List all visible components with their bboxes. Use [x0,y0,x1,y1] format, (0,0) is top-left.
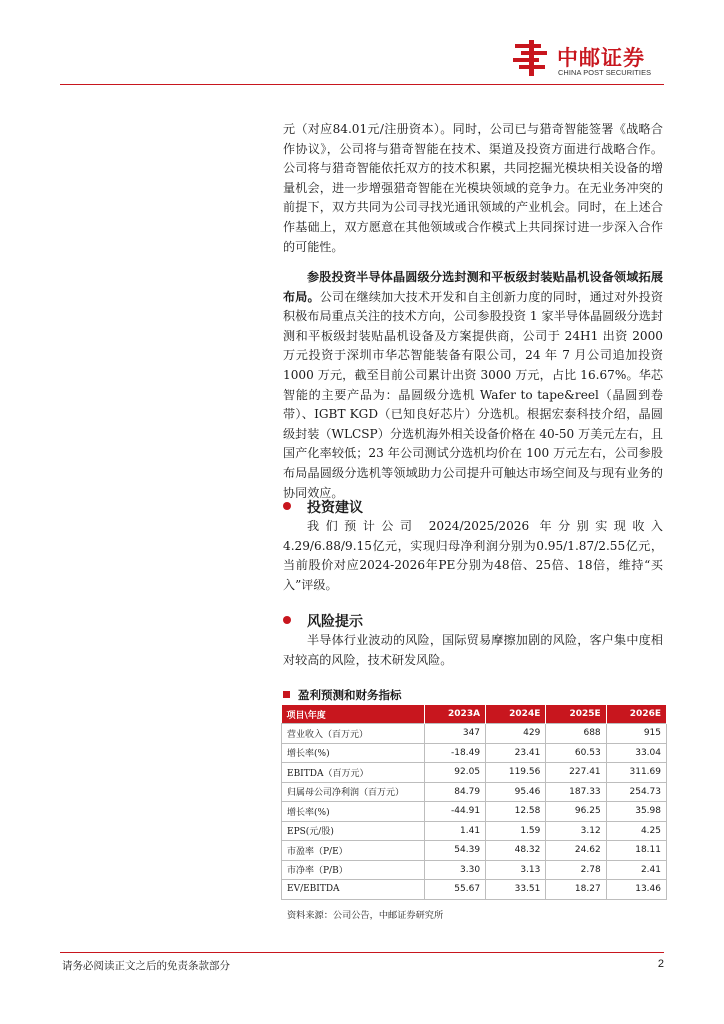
brand-name-cn: 中邮证券 [557,46,645,70]
table-row [282,860,667,880]
table-cell: 92.05 [425,763,486,783]
table-row [282,880,667,900]
table-cell: -44.91 [425,802,486,822]
table-cell: 23.41 [486,743,546,763]
table-cell: EPS(元/股) [282,821,425,841]
table-row [282,763,667,783]
section-heading-risk-text: 风险提示 [307,614,363,630]
footer-disclaimer: 请务必阅读正文之后的免责条款部分 [62,960,230,972]
table-header-cell: 2023A [425,705,486,724]
table-cell: 227.41 [546,763,606,783]
table-title [283,687,402,703]
table-cell: 1.59 [486,821,546,841]
bullet-dot-icon [283,616,291,624]
table-cell: 96.25 [546,802,606,822]
table-cell: 311.69 [606,763,666,783]
table-cell: EBITDA（百万元） [282,763,425,783]
table-cell: 60.53 [546,743,606,763]
table-cell: EV/EBITDA [282,880,425,900]
table-row [282,724,667,744]
paragraph-investment-lead: 参股投资半导体晶圆级分选封测和平板级封装贴晶机设备领域拓展布局。 [283,270,663,304]
table-header-row [282,705,667,724]
table-cell: 13.46 [606,880,666,900]
square-bullet-icon [283,691,290,698]
table-cell: 1.41 [425,821,486,841]
table-cell: 429 [486,724,546,744]
paragraph-partnership: 元（对应84.01元/注册资本）。同时，公司已与猎奇智能签署《战略合作协议》，公司将与猎奇智能在技术、渠道及投资方面进行战略合作。公司将与猎奇智能依托双方的技术积累，共同挖掘光模块相关设备的增量机会，进一步增强猎奇智能在光模块领域的竞争力。在无业务冲突的前提下，双方共同为公司寻找光通讯领域的产业机会。同时，在上述合作基础上，双方愿意在其他领域或合作模式上共同探讨进一步深入合作的可能性。 [283,122,663,254]
table-cell: 33.04 [606,743,666,763]
company-logo [513,38,673,78]
table-cell: 35.98 [606,802,666,822]
section-heading-investment [283,497,363,517]
table-cell: 24.62 [546,841,606,861]
table-cell: 915 [606,724,666,744]
table-row [282,743,667,763]
table-cell: 12.58 [486,802,546,822]
paragraph-investment-body: 公司在继续加大技术开发和自主创新力度的同时，通过对外投资积极布局重点关注的技术方向，公司参股投资 1 家半导体晶圆级分选封测和平板级封装贴晶机设备及方案提供商，公司于 24H1 出资 2000 万元投资于深圳市华芯智能装备有限公司，24 年 7 月公司追加投资 1000 万元，截至目前公司累计出资 3000 万元，占比 16.67%。华芯智能的主要产品为：晶圆级分选机 Wafer to tape&reel（晶圆到卷带）、IGBT KGD（已知良好芯片）分选机。根据宏泰科技介绍，晶圆级封装（WLCSP）分选机海外相关设备价格在 40-50 万美元左右，且国产化率较低；23 年公司测试分选机均价在 100 万元左右，公司参股布局晶圆级分选机等领域助力公司提升可触达市场空间及与现有业务的协同效应。 [283,289,663,500]
table-cell: 2.41 [606,860,666,880]
table-cell: 95.46 [486,782,546,802]
table-cell: 48.32 [486,841,546,861]
footer-divider [60,952,664,953]
section-heading-investment-text: 投资建议 [307,500,363,516]
table-cell: 增长率(%) [282,743,425,763]
table-cell: 3.30 [425,860,486,880]
table-cell: 55.67 [425,880,486,900]
table-cell: 2.78 [546,860,606,880]
table-header-cell: 2025E [546,705,606,724]
table-header-cell: 项目\年度 [282,705,425,724]
paragraph-investment [283,268,663,503]
table-cell: 3.13 [486,860,546,880]
china-post-logo-icon [513,40,553,76]
table-cell: 3.12 [546,821,606,841]
table-cell: 119.56 [486,763,546,783]
paragraph-risk: 半导体行业波动的风险，国际贸易摩擦加剧的风险，客户集中度相对较高的风险，技术研发风险。 [283,633,663,667]
table-cell: 54.39 [425,841,486,861]
table-source-note: 资料来源：公司公告，中邮证券研究所 [287,910,444,921]
paragraph-recommendation: 我们预计公司 2024/2025/2026 年分别实现收入 4.29/6.88/9.15亿元，实现归母净利润分别为0.95/1.87/2.55亿元，当前股价对应2024-2026年PE分别为48倍、25倍、18倍，维持“买入”评级。 [283,519,663,592]
table-row [282,821,667,841]
table-cell: 归属母公司净利润（百万元） [282,782,425,802]
table-cell: 18.27 [546,880,606,900]
bullet-dot-icon [283,502,291,510]
table-cell: 18.11 [606,841,666,861]
table-row [282,802,667,822]
table-cell: 84.79 [425,782,486,802]
header-divider [60,84,664,85]
table-row [282,782,667,802]
table-cell: 营业收入（百万元） [282,724,425,744]
table-cell: 187.33 [546,782,606,802]
financial-forecast-table [281,705,667,900]
table-cell: 市净率（P/B） [282,860,425,880]
page-number: 2 [657,958,664,970]
section-heading-risk [283,611,363,631]
table-cell: 市盈率（P/E） [282,841,425,861]
table-cell: -18.49 [425,743,486,763]
table-cell: 688 [546,724,606,744]
table-row [282,841,667,861]
table-cell: 增长率(%) [282,802,425,822]
brand-name-en: CHINA POST SECURITIES [558,68,652,77]
table-cell: 347 [425,724,486,744]
table-title-text: 盈利预测和财务指标 [298,688,402,702]
table-cell: 33.51 [486,880,546,900]
table-cell: 4.25 [606,821,666,841]
table-cell: 254.73 [606,782,666,802]
table-header-cell: 2026E [606,705,666,724]
table-header-cell: 2024E [486,705,546,724]
